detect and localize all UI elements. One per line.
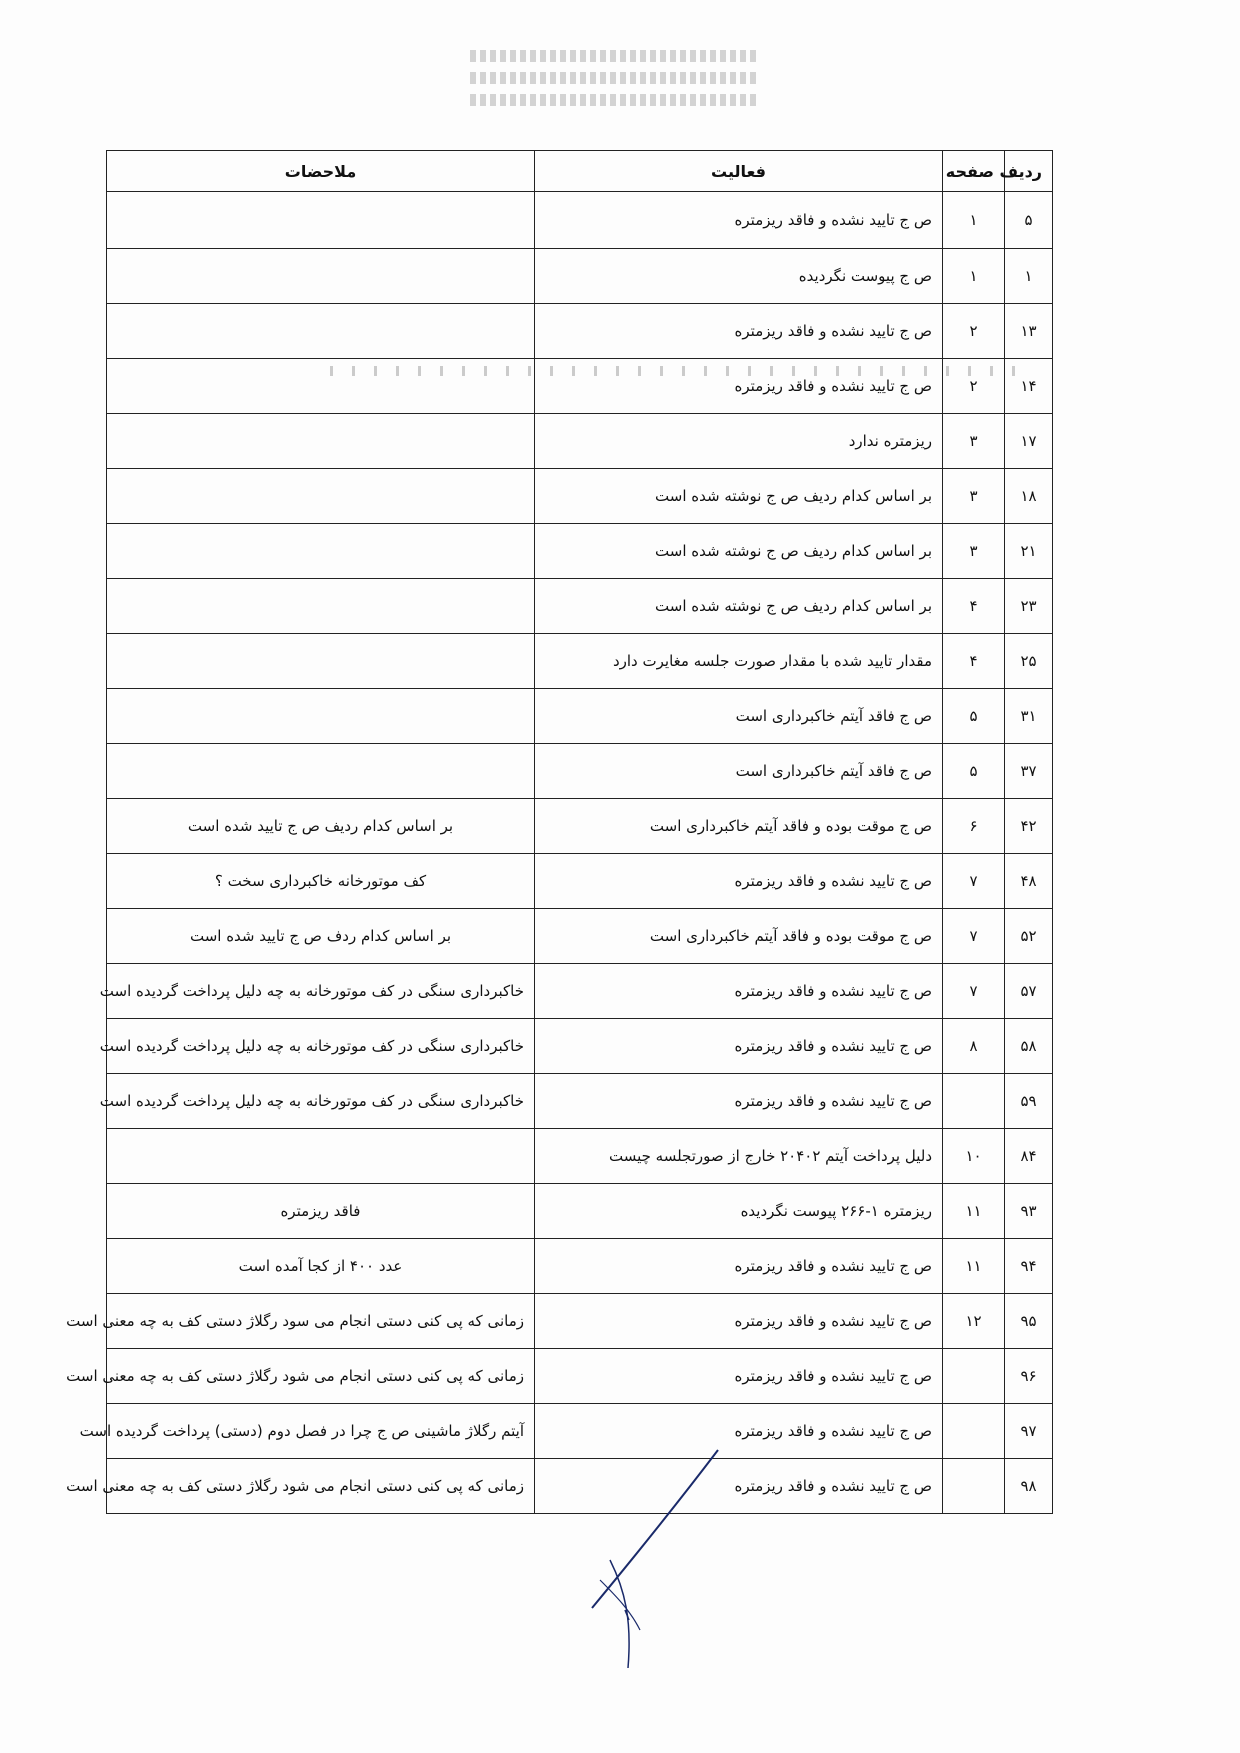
cell-page: ۷ (943, 964, 1005, 1019)
cell-note: فاقد ریزمتره (107, 1184, 535, 1239)
cell-row-number: ۹۸ (1005, 1459, 1053, 1514)
table-row (107, 1184, 1053, 1239)
cell-note: عدد ۴۰۰ از کجا آمده است (107, 1239, 535, 1294)
cell-page: ۵ (943, 744, 1005, 799)
cell-row-number: ۸۴ (1005, 1129, 1053, 1184)
table-row (107, 909, 1053, 964)
table-row (107, 854, 1053, 909)
cell-row-number: ۵۷ (1005, 964, 1053, 1019)
table-row (107, 799, 1053, 854)
table-row (107, 634, 1053, 689)
faded-stamp (470, 40, 760, 150)
cell-note (107, 304, 535, 359)
cell-page (943, 1404, 1005, 1459)
table-row (107, 249, 1053, 304)
cell-note: کف موتورخانه خاکبرداری سخت ؟ (107, 854, 535, 909)
table-row (107, 359, 1053, 414)
cell-page: ۶ (943, 799, 1005, 854)
cell-note: خاکبرداری سنگی در کف موتورخانه به چه دلیل پرداخت گردیده است (107, 1019, 535, 1074)
cell-row-number: ۳۷ (1005, 744, 1053, 799)
cell-activity: بر اساس کدام ردیف ص ج نوشته شده است (535, 524, 943, 579)
table-row (107, 469, 1053, 524)
cell-activity: بر اساس کدام ردیف ص ج نوشته شده است (535, 579, 943, 634)
header-page: صفحه (943, 151, 1005, 192)
cell-row-number: ۱۴ (1005, 359, 1053, 414)
cell-note (107, 689, 535, 744)
cell-page: ۱۰ (943, 1129, 1005, 1184)
cell-activity: ص ج تایید نشده و فاقد ریزمتره (535, 1404, 943, 1459)
table-row (107, 304, 1053, 359)
table-row (107, 744, 1053, 799)
cell-row-number: ۱۳ (1005, 304, 1053, 359)
table-row (107, 1239, 1053, 1294)
cell-page: ۳ (943, 469, 1005, 524)
header-row-number: ردیف (1005, 151, 1053, 192)
table-body (66, 192, 1053, 1514)
cell-page: ۱ (943, 249, 1005, 304)
cell-note: زمانی که پی کنی دستی انجام می سود رگلاژ دستی کف به چه معنی است (107, 1294, 535, 1349)
cell-page: ۱۲ (943, 1294, 1005, 1349)
cell-note: زمانی که پی کنی دستی انجام می شود رگلاژ دستی کف به چه معنی است (107, 1349, 535, 1404)
review-table (66, 150, 1053, 1514)
cell-row-number: ۵ (1005, 192, 1053, 249)
cell-note (107, 1129, 535, 1184)
table-row (107, 689, 1053, 744)
cell-activity: ص ج تایید نشده و فاقد ریزمتره (535, 1349, 943, 1404)
cell-row-number: ۵۸ (1005, 1019, 1053, 1074)
table-row (107, 1294, 1053, 1349)
cell-row-number: ۹۴ (1005, 1239, 1053, 1294)
cell-activity: بر اساس کدام ردیف ص ج نوشته شده است (535, 469, 943, 524)
cell-note: زمانی که پی کنی دستی انجام می شود رگلاژ دستی کف به چه معنی است (107, 1459, 535, 1514)
header-activity: فعالیت (535, 151, 943, 192)
cell-note (107, 359, 535, 414)
cell-row-number: ۱۷ (1005, 414, 1053, 469)
cell-row-number: ۵۲ (1005, 909, 1053, 964)
cell-page: ۵ (943, 689, 1005, 744)
table-row (107, 1129, 1053, 1184)
cell-activity: مقدار تایید شده با مقدار صورت جلسه مغایرت دارد (535, 634, 943, 689)
cell-note (107, 249, 535, 304)
cell-note (107, 579, 535, 634)
table-header-row (107, 151, 1053, 192)
cell-page: ۲ (943, 304, 1005, 359)
cell-row-number: ۲۳ (1005, 579, 1053, 634)
cell-page (943, 1349, 1005, 1404)
cell-row-number: ۲۱ (1005, 524, 1053, 579)
handwritten-signature (570, 1440, 730, 1670)
cell-note (107, 414, 535, 469)
cell-page: ۳ (943, 524, 1005, 579)
cell-activity: دلیل پرداخت آیتم ۲۰۴۰۲ خارج از صورتجلسه چیست (535, 1129, 943, 1184)
cell-page: ۳ (943, 414, 1005, 469)
cell-note: خاکبرداری سنگی در کف موتورخانه به چه دلیل پرداخت گردیده است (107, 1074, 535, 1129)
cell-note (107, 469, 535, 524)
cell-note: بر اساس کدام ردف ص ج تایید شده است (107, 909, 535, 964)
table-row (107, 1349, 1053, 1404)
cell-activity: ص ج تایید نشده و فاقد ریزمتره (535, 304, 943, 359)
table-row (107, 524, 1053, 579)
cell-page: ۷ (943, 854, 1005, 909)
cell-note (107, 192, 535, 249)
cell-row-number: ۲۵ (1005, 634, 1053, 689)
cell-page: ۴ (943, 634, 1005, 689)
cell-activity: ص ج تایید نشده و فاقد ریزمتره (535, 1459, 943, 1514)
table-row (107, 579, 1053, 634)
cell-page (943, 1459, 1005, 1514)
cell-activity: ص ج تایید نشده و فاقد ریزمتره (535, 1074, 943, 1129)
cell-row-number: ۹۶ (1005, 1349, 1053, 1404)
cell-page (943, 1074, 1005, 1129)
cell-activity: ص ج تایید نشده و فاقد ریزمتره (535, 964, 943, 1019)
cell-page: ۱ (943, 192, 1005, 249)
cell-activity: ص ج تایید نشده و فاقد ریزمتره (535, 1019, 943, 1074)
cell-activity: ص ج تایید نشده و فاقد ریزمتره (535, 1294, 943, 1349)
table-row (107, 192, 1053, 249)
table-row (107, 1019, 1053, 1074)
cell-row-number: ۱ (1005, 249, 1053, 304)
cell-activity: ریزمتره ندارد (535, 414, 943, 469)
cell-page: ۸ (943, 1019, 1005, 1074)
cell-row-number: ۵۹ (1005, 1074, 1053, 1129)
table-row (107, 964, 1053, 1019)
cell-row-number: ۳۱ (1005, 689, 1053, 744)
table-row (107, 1074, 1053, 1129)
cell-page: ۲ (943, 359, 1005, 414)
cell-row-number: ۴۸ (1005, 854, 1053, 909)
table-row (107, 414, 1053, 469)
cell-activity: ص ج تایید نشده و فاقد ریزمتره (535, 192, 943, 249)
header-notes: ملاحضات (107, 151, 535, 192)
cell-note (107, 524, 535, 579)
cell-activity: ص ج پیوست نگردیده (535, 249, 943, 304)
cell-page: ۱۱ (943, 1239, 1005, 1294)
cell-activity: ص ج تایید نشده و فاقد ریزمتره (535, 1239, 943, 1294)
cell-row-number: ۹۵ (1005, 1294, 1053, 1349)
cell-activity: ص ج تایید نشده و فاقد ریزمتره (535, 359, 943, 414)
cell-activity: ص ج موقت بوده و فاقد آیتم خاکبرداری است (535, 909, 943, 964)
cell-row-number: ۹۷ (1005, 1404, 1053, 1459)
cell-activity: ص ج فاقد آیتم خاکبرداری است (535, 689, 943, 744)
cell-note (107, 634, 535, 689)
cell-activity: ریزمتره ۱-۲۶۶ پیوست نگردیده (535, 1184, 943, 1239)
cell-activity: ص ج تایید نشده و فاقد ریزمتره (535, 854, 943, 909)
cell-page: ۱۱ (943, 1184, 1005, 1239)
cell-activity: ص ج موقت بوده و فاقد آیتم خاکبرداری است (535, 799, 943, 854)
cell-note: آیتم رگلاژ ماشینی ص ج چرا در فصل دوم (دستی) پرداخت گردیده است (107, 1404, 535, 1459)
cell-note: خاکبرداری سنگی در کف موتورخانه به چه دلیل پرداخت گردیده است (107, 964, 535, 1019)
cell-activity: ص ج فاقد آیتم خاکبرداری است (535, 744, 943, 799)
cell-row-number: ۴۲ (1005, 799, 1053, 854)
cell-page: ۷ (943, 909, 1005, 964)
cell-note (107, 744, 535, 799)
cell-row-number: ۹۳ (1005, 1184, 1053, 1239)
cell-note: بر اساس کدام ردیف ص ج تایید شده است (107, 799, 535, 854)
cell-page: ۴ (943, 579, 1005, 634)
cell-row-number: ۱۸ (1005, 469, 1053, 524)
